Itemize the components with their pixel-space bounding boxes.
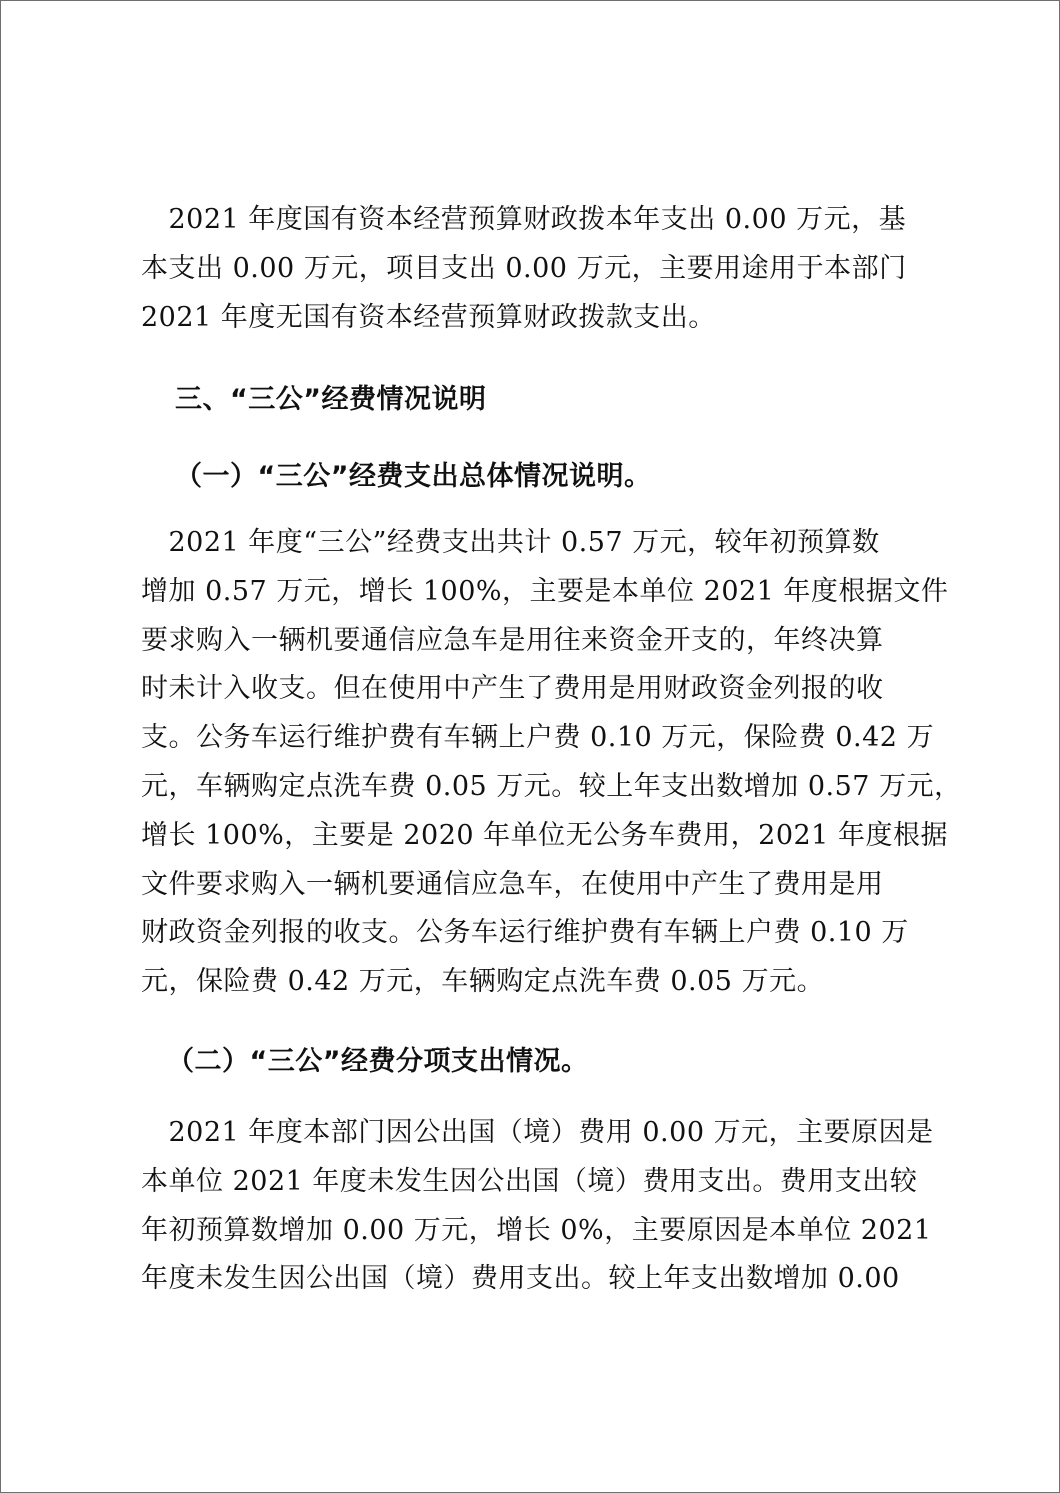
paragraph-line: 2021 年度“三公”经费支出共计 0.57 万元，较年初预算数 xyxy=(141,527,880,558)
subsection-heading-overall: （一）“三公”经费支出总体情况说明。 xyxy=(175,461,652,492)
paragraph-line: 时未计入收支。但在使用中产生了费用是用财政资金列报的收 xyxy=(141,673,884,705)
section-heading-three-public: 三、“三公”经费情况说明 xyxy=(175,384,487,415)
paragraph-line: 元，车辆购定点洗车费 0.05 万元。较上年支出数增加 0.57 万元， xyxy=(141,770,962,802)
paragraph-line: 年初预算数增加 0.00 万元，增长 0%，主要原因是本单位 2021 xyxy=(141,1214,932,1246)
paragraph-line: 年度未发生因公出国（境）费用支出。较上年支出数增加 0.00 xyxy=(141,1263,900,1295)
paragraph-overseas-travel xyxy=(141,1109,941,1304)
paragraph-line: 元，保险费 0.42 万元，车辆购定点洗车费 0.05 万元。 xyxy=(141,966,825,998)
paragraph-line: 增长 100%，主要是 2020 年单位无公务车费用，2021 年度根据 xyxy=(141,819,948,851)
paragraph-line: 2021 年度无国有资本经营预算财政拨款支出。 xyxy=(141,301,716,333)
paragraph-line: 本单位 2021 年度未发生因公出国（境）费用支出。费用支出较 xyxy=(141,1165,918,1197)
paragraph-line: 要求购入一辆机要通信应急车是用往来资金开支的，年终决算 xyxy=(141,624,884,656)
paragraph-overall-expenditure xyxy=(141,519,962,1007)
paragraph-state-capital-budget xyxy=(141,196,941,342)
paragraph-line: 2021 年度国有资本经营预算财政拨本年支出 0.00 万元，基 xyxy=(141,204,907,235)
paragraph-line: 2021 年度本部门因公出国（境）费用 0.00 万元，主要原因是 xyxy=(141,1117,934,1148)
subsection-heading-itemized: （二）“三公”经费分项支出情况。 xyxy=(167,1046,589,1077)
paragraph-line: 文件要求购入一辆机要通信应急车，在使用中产生了费用是用 xyxy=(141,868,884,900)
paragraph-line: 支。公务车运行维护费有车辆上户费 0.10 万元，保险费 0.42 万 xyxy=(141,722,935,754)
paragraph-line: 财政资金列报的收支。公务车运行维护费有车辆上户费 0.10 万 xyxy=(141,917,909,949)
paragraph-line: 本支出 0.00 万元，项目支出 0.00 万元，主要用途用于本部门 xyxy=(141,252,907,284)
paragraph-line: 增加 0.57 万元，增长 100%，主要是本单位 2021 年度根据文件 xyxy=(141,575,949,607)
